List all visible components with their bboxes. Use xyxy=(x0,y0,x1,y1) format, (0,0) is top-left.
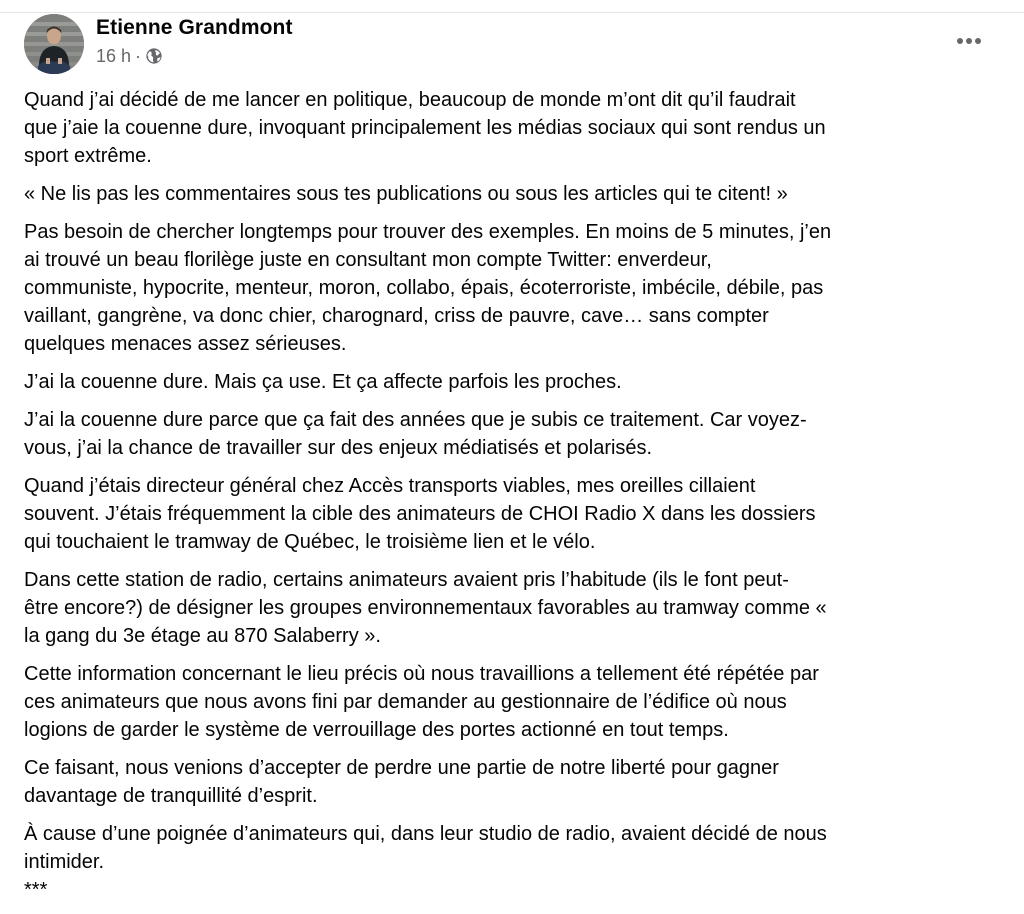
text-line: Ce faisant, nous venions d’accepter de perdre une partie de notre liberté pour gagner xyxy=(24,757,779,779)
text-line: la gang du 3e étage au 870 Salaberry ». xyxy=(24,625,381,647)
text-line: Quand j’étais directeur général chez Accès transports viables, mes oreilles cillaient xyxy=(24,475,756,497)
text-line: Cette information concernant le lieu précis où nous travaillions a tellement été répétée par xyxy=(24,663,819,685)
text-line: Quand j’ai décidé de me lancer en politique, beaucoup de monde m’ont dit qu’il faudrait xyxy=(24,89,796,111)
more-options-icon[interactable] xyxy=(949,24,989,58)
text-line: quelques menaces assez sérieuses. xyxy=(24,333,347,355)
post-meta xyxy=(96,45,163,67)
text-line: Dans cette station de radio, certains animateurs avaient pris l’habitude (ils le font peut- xyxy=(24,569,789,591)
text-line: J’ai la couenne dure. Mais ça use. Et ça affecte parfois les proches. xyxy=(24,371,622,393)
text-line: vaillant, gangrène, va donc chier, charognard, criss de pauvre, cave… sans compter xyxy=(24,305,769,327)
meta-separator: · xyxy=(135,45,142,66)
post-paragraph xyxy=(24,820,1009,904)
text-line: J’ai la couenne dure parce que ça fait des années que je subis ce traitement. Car voyez- xyxy=(24,409,807,431)
post-paragraph xyxy=(24,218,1009,358)
text-line: ces animateurs que nous avons fini par demander au gestionnaire de l’édifice où nous xyxy=(24,691,787,713)
text-line: « Ne lis pas les commentaires sous tes publications ou sous les articles qui te citent! » xyxy=(24,183,788,205)
post-paragraph xyxy=(24,368,1009,396)
text-line: ai trouvé un beau florilège juste en consultant mon compte Twitter: enverdeur, xyxy=(24,249,712,271)
avatar[interactable] xyxy=(24,14,84,74)
post-paragraph xyxy=(24,660,1009,744)
globe-icon[interactable] xyxy=(145,47,163,65)
avatar-photo xyxy=(24,14,84,74)
text-line: qui touchaient le tramway de Québec, le troisième lien et le vélo. xyxy=(24,531,596,553)
text-line: logions de garder le système de verrouillage des portes actionné en tout temps. xyxy=(24,719,729,741)
post-paragraph xyxy=(24,472,1009,556)
text-line: vous, j’ai la chance de travailler sur des enjeux médiatisés et polarisés. xyxy=(24,437,653,459)
post-paragraph xyxy=(24,406,1009,462)
more-dot xyxy=(975,38,981,44)
author-name[interactable]: Etienne Grandmont xyxy=(96,16,293,39)
text-line: souvent. J’étais fréquemment la cible des animateurs de CHOI Radio X dans les dossiers xyxy=(24,503,816,525)
text-line: Pas besoin de chercher longtemps pour trouver des exemples. En moins de 5 minutes, j’en xyxy=(24,221,832,243)
post-paragraph xyxy=(24,754,1009,810)
more-dot xyxy=(957,38,963,44)
post-paragraph xyxy=(24,566,1009,650)
post-paragraph xyxy=(24,180,1009,208)
more-dot xyxy=(966,38,972,44)
text-line: sport extrême. xyxy=(24,145,152,167)
text-line: intimider. xyxy=(24,851,105,873)
text-line: À cause d’une poignée d’animateurs qui, dans leur studio de radio, avaient décidé de nous xyxy=(24,823,827,845)
post-timestamp[interactable]: 16 h xyxy=(96,45,132,66)
text-line: que j’aie la couenne dure, invoquant principalement les médias sociaux qui sont rendus un xyxy=(24,117,826,139)
text-line: être encore?) de désigner les groupes environnementaux favorables au tramway comme « xyxy=(24,597,827,619)
post-header xyxy=(24,14,1000,76)
text-line: communiste, hypocrite, menteur, moron, collabo, épais, écoterroriste, imbécile, débile, pas xyxy=(24,277,824,299)
post-text xyxy=(24,86,1009,914)
text-line: davantage de tranquillité d’esprit. xyxy=(24,785,318,807)
text-line: *** xyxy=(24,879,48,901)
post-paragraph xyxy=(24,86,1009,170)
